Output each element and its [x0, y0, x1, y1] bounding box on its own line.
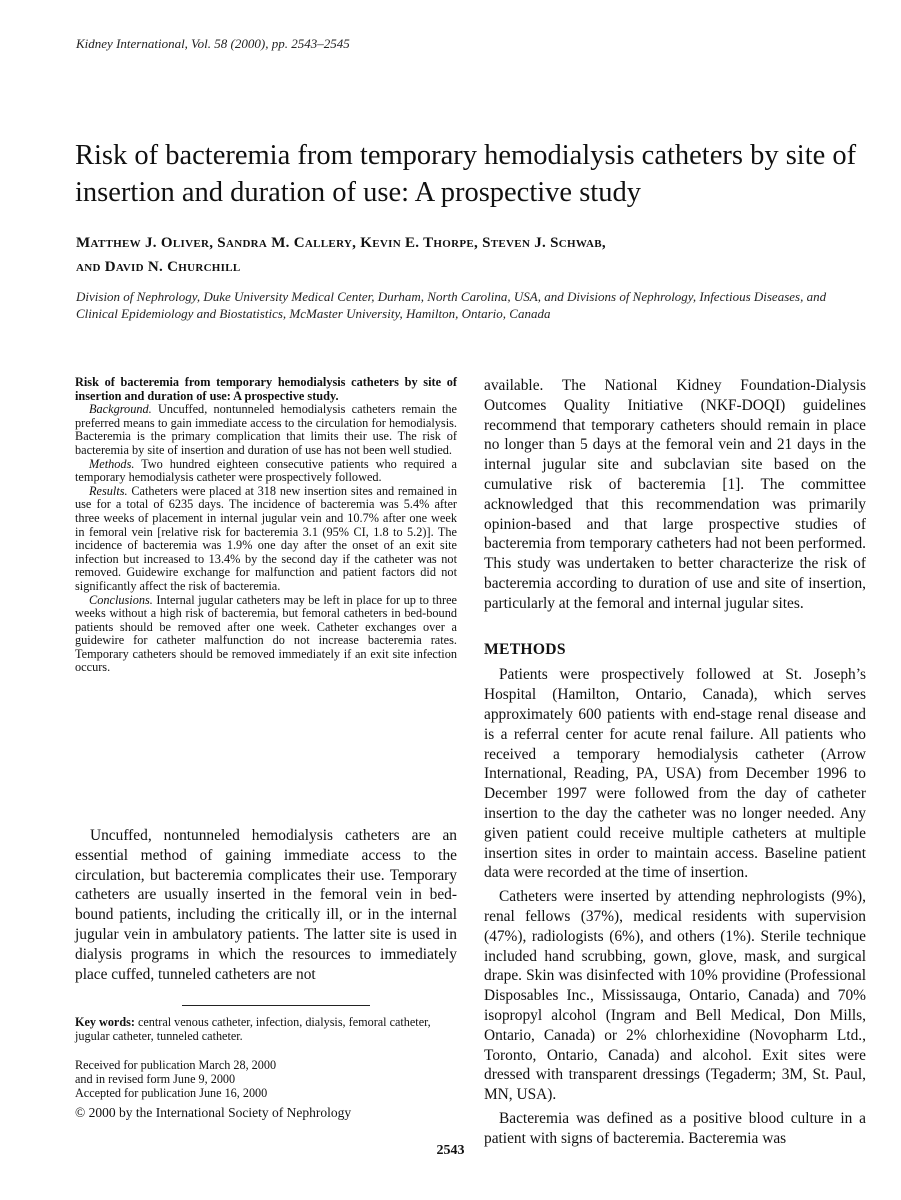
right-column [484, 376, 866, 1148]
methods-paragraph-3: Bacteremia was defined as a positive blood culture in a patient with signs of bacteremia. Bacteremia was [484, 1109, 866, 1147]
revised-date: and in revised form June 9, 2000 [75, 1072, 236, 1086]
intro-continued: available. The National Kidney Foundation-Dialysis Outcomes Quality Initiative (NKF-DOQI) guidelines recommend that temporary catheters should remain in place no longer than 5 days at the femoral vein and 21 days in the internal jugular site and subclavian site based on the cumulative risk of bacteremia [1]. The committee acknowledged that this recommendation was primarily opinion-based and that large prospective studies of bacteremia from temporary catheters had not been performed. This study was undertaken to better characterize the risk of bacteremia according to duration of use and site of insertion, particularly at the femoral and internal jugular sites. [484, 377, 866, 612]
intro-paragraph: Uncuffed, nontunneled hemodialysis catheters are an essential method of gaining immediate access to the circulation, but bacteremia complicates their use. Temporary catheters are usually inserted in the femoral vein in bed-bound patients, including the critically ill, or in the internal jugular vein in ambulatory patients. The latter site is used in dialysis programs in which the resources to immediately place cuffed, tunneled catheters are not [75, 827, 457, 983]
abstract [75, 376, 457, 675]
received-date: Received for publication March 28, 2000 [75, 1058, 277, 1072]
authors-line-1: Matthew J. Oliver, Sandra M. Callery, Kevin E. Thorpe, Steven J. Schwab, [76, 235, 606, 251]
keywords-text: central venous catheter, infection, dialysis, femoral catheter, jugular catheter, tunneled catheter. [75, 1015, 431, 1043]
copyright: © 2000 by the International Society of Nephrology [75, 1105, 352, 1120]
keywords-label: Key words: [75, 1015, 135, 1029]
footnote-rule [182, 1005, 370, 1006]
keywords [75, 1015, 457, 1043]
methods-heading: METHODS [484, 640, 566, 658]
authors-line-2: and David N. Churchill [76, 259, 241, 275]
methods-paragraph-2: Catheters were inserted by attending nephrologists (9%), renal fellows (37%), medical residents with supervision (47%), radiologists (6%), and others (1%). Sterile technique included hand scrubbing, gown, glove, mask, and surgical drape. Skin was disinfected with 10% providine (Professional Disposables Inc., Mississauga, Ontario, Canada) and 70% isopropyl alcohol (Ingram and Bell Medical, Don Mills, Ontario, Canada) or 2% chlorhexidine (Novopharm Ltd., Toronto, Ontario, Canada) and alcohol. Exit sites were dressed with transparent dressings (Tegaderm; 3M, St. Paul, MN, USA). [484, 888, 866, 1104]
author-list [76, 231, 856, 279]
methods-paragraph-1: Patients were prospectively followed at St. Joseph’s Hospital (Hamilton, Ontario, Canada), which serves approximately 600 patients with end-stage renal disease and is a referral center for acute renal failure. All patients who received a temporary hemodialysis catheter (Arrow International, Reading, PA, USA) from December 1996 to December 1997 were followed from the day of catheter insertion to the day the catheter was no longer needed. Any given patient could receive multiple catheters at multiple insertion sites in order to maintain access. Baseline patient data were recorded at the time of insertion. [484, 666, 866, 882]
accepted-date: Accepted for publication June 16, 2000 [75, 1086, 268, 1100]
conclusions-text: Internal jugular catheters may be left in place for up to three weeks without a high risk of bacteremia, but femoral catheters in bed-bound patients should be removed after one week. Catheter exchanges over a guidewire for catheter malfunction do not increase bacteremia rates. Temporary catheters should be removed immediately if an exit site infection occurs. [75, 592, 457, 675]
background-label: Background. [89, 402, 152, 417]
methods-text: Two hundred eighteen consecutive patients who required a temporary hemodialysis catheter were prospectively followed. [75, 456, 457, 485]
abstract-results [75, 485, 457, 594]
affiliation: Division of Nephrology, Duke University Medical Center, Durham, North Carolina, USA, and Divisions of Nephrology, Infectious Diseases, and Clinical Epidemiology and Biostatistics, McMaster University, Hamilton, Ontario, Canada [76, 289, 827, 321]
abstract-background [75, 403, 457, 457]
abstract-conclusions [75, 594, 457, 676]
results-label: Results. [89, 483, 128, 498]
article-title: Risk of bacteremia from temporary hemodialysis catheters by site of insertion and duration of use: A prospective study [75, 140, 857, 208]
background-text: Uncuffed, nontunneled hemodialysis catheters remain the preferred means to gain immediate access to the circulation for hemodialysis. Bacteremia is the primary complication that limits their use. The risk of bacteremia by site of insertion and duration of use has not been well studied. [75, 402, 457, 457]
methods-label: Methods. [89, 456, 135, 471]
publication-dates [75, 1058, 457, 1100]
abstract-methods [75, 458, 457, 485]
page-number: 2543 [436, 1143, 465, 1158]
results-text: Catheters were placed at 318 new insertion sites and remained in use for a total of 6235 days. The incidence of bacteremia was 5.4% after three weeks of placement in internal jugular vein and 10.7% after one week in femoral vein [relative risk for bacteremia 3.1 (95% CI, 1.8 to 5.2)]. The incidence of bacteremia was 1.9% one day after the onset of an exit site infection but increased to 13.4% by the second day if the catheter was not removed. Guidewire exchange for malfunction and patient factors did not significantly affect the risk of bacteremia. [75, 483, 457, 593]
conclusions-label: Conclusions. [89, 592, 153, 607]
journal-citation: Kidney International, Vol. 58 (2000), pp. 2543–2545 [76, 36, 350, 51]
abstract-title: Risk of bacteremia from temporary hemodialysis catheters by site of insertion and duration of use: A prospective study. [75, 375, 457, 403]
